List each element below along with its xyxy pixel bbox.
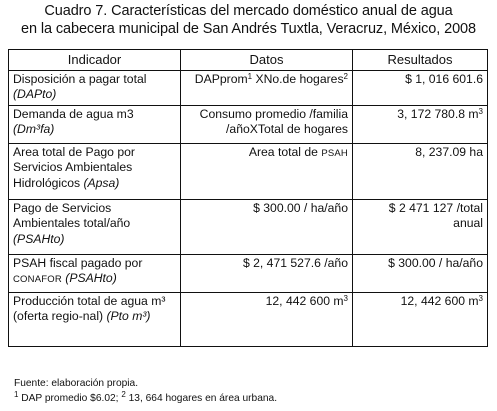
result-cell: 3, 172 780.8 $m^3$ [353,105,488,143]
indicator-cell: PSAH fiscal pagado por CONAFOR (PSAHto) [9,254,181,292]
data-cell: $ 2, 471 527.6 /año [181,254,353,292]
result-cell: $ 300.00 / ha/año [353,254,488,292]
table-row [9,143,488,199]
data-cell: $ 300.00 / ha/año [181,199,353,254]
market-characteristics-table [8,49,488,347]
table-row [9,199,488,254]
table-header-row [9,50,488,71]
result-cell: 12, 442 600 $m^3$ [353,292,488,346]
indicator-cell: Disposición a pagar total (DAPto) [9,70,181,105]
data-cell: 12, 442 600 $m^3$ [181,292,353,346]
header-indicador: Indicador [9,50,181,71]
header-datos: Datos [181,50,353,71]
table-caption [2,2,495,38]
table-row [9,292,488,346]
footnotes: $^1$ DAP promedio $6.02; $^2$ 13, 664 hogares en área urbana. [14,390,278,404]
indicator-cell: Area total de Pago por Servicios Ambientales Hidrológicos (Apsa) [9,143,181,199]
table-row [9,254,488,292]
source-note: Fuente: elaboración propia. [14,378,139,389]
result-cell: 8, 237.09 ha [353,143,488,199]
indicator-cell: Pago de Servicios Ambientales total/año (PSAHto) [9,199,181,254]
caption-line-1: Cuadro 7. Características del mercado doméstico anual de agua [44,3,453,19]
caption-line-2: en la cabecera municipal de San Andrés Tuxtla, Veracruz, México, 2008 [21,21,476,37]
table-row [9,70,488,105]
result-cell: $ 2 471 127 /total anual [353,199,488,254]
table-row [9,105,488,143]
data-cell: Consumo promedio /familia /añoXTotal de hogares [181,105,353,143]
data-cell: DAPprom$^1$ XNo.de hogares$^2$ [181,70,353,105]
header-resultados: Resultados [353,50,488,71]
table-notes [14,376,277,406]
indicator-cell: Demanda de agua m3 (Dm³fa) [9,105,181,143]
indicator-cell: Producción total de agua m³ (oferta regio-nal) (Pto m³) [9,292,181,346]
data-cell: Area total de PSAH [181,143,353,199]
result-cell: $ 1, 016 601.6 [353,70,488,105]
